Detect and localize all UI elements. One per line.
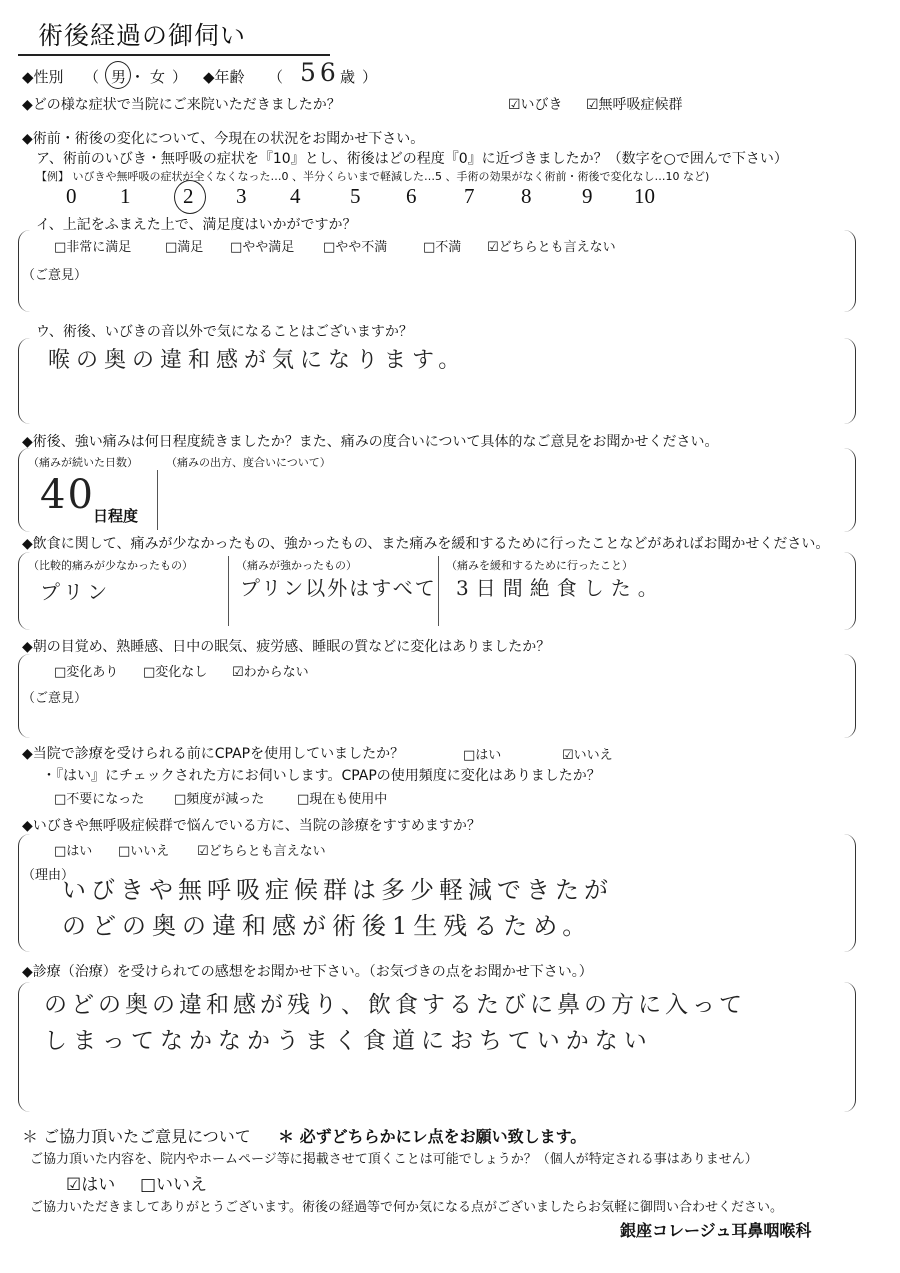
scale-8[interactable]: 8	[521, 184, 532, 208]
q3-opt-very-satisfied[interactable]: □非常に満足	[54, 240, 132, 255]
gender-label: ◆性別	[22, 68, 64, 86]
q8-sub-not-needed[interactable]: □不要になった	[54, 792, 145, 807]
scale-1[interactable]: 1	[120, 184, 131, 208]
q8-sub-still-using[interactable]: □現在も使用中	[297, 792, 388, 807]
q6-col1-answer: プリン	[40, 580, 112, 604]
q9-opt-no[interactable]: □いいえ	[118, 844, 170, 859]
scale-10[interactable]: 10	[634, 184, 655, 208]
q3-opt-somewhat-dissatisfied[interactable]: □やや不満	[323, 240, 388, 255]
scale-2-circle	[174, 180, 206, 214]
q8-text: ◆当院で診療を受けられる前にCPAPを使用していましたか？	[22, 746, 405, 762]
q7-opt-no-change[interactable]: □変化なし	[143, 665, 208, 680]
scale-2[interactable]: 2	[183, 184, 194, 208]
q10-line2: しまってなかなかうまく食道におちていかない	[44, 1028, 653, 1054]
q5-days-label: （痛みが続いた日数）	[28, 456, 138, 469]
age-paren-open: （	[268, 68, 284, 86]
q9-reason-line1: いびきや無呼吸症候群は多少軽減できたが	[62, 876, 613, 904]
q5-days-value: 40	[40, 472, 95, 518]
q6-col3-label: （痛みを緩和するために行ったこと）	[446, 559, 633, 572]
q9-text: ◆いびきや無呼吸症候群で悩んでいる方に、当院の診療をすすめますか？	[22, 818, 481, 834]
q7-opt-changed[interactable]: □変化あり	[54, 665, 119, 680]
footer-star-right: ＊ 必ずどちらかにレ点をお願い致します。	[278, 1127, 587, 1146]
q6-divider-2	[438, 556, 439, 626]
scale-5[interactable]: 5	[350, 184, 361, 208]
gender-dot: ・	[130, 68, 146, 86]
q8-sub-text: ・『はい』にチェックされた方にお伺いします。CPAPの使用頻度に変化はありましたか？	[42, 768, 601, 784]
q3-opt-satisfied[interactable]: □満足	[165, 240, 204, 255]
q8-sub-reduced[interactable]: □頻度が減った	[174, 792, 265, 807]
q10-line1: のどの奥の違和感が残り、飲食するたびに鼻の方に入って	[44, 992, 746, 1018]
footer-consent-no[interactable]: □いいえ	[140, 1175, 208, 1195]
gender-female[interactable]: 女	[150, 68, 166, 86]
q6-col1-label: （比較的痛みが少なかったもの）	[28, 559, 193, 572]
q2-a-text: ア、術前のいびき・無呼吸の症状を『10』とし、術後はどの程度『0』に近づきましたか？（数字を○で囲んで下さい）	[36, 151, 788, 167]
gender-male-circle	[105, 61, 131, 89]
q5-text: ◆術後、強い痛みは何日程度続きましたか？また、痛みの度合いについて具体的なご意見をお聞かせください。	[22, 434, 719, 450]
q6-col2-answer: プリン以外はすべて	[240, 576, 437, 600]
q4-text: ウ、術後、いびきの音以外で気になることはございますか？	[36, 324, 413, 340]
scale-0[interactable]: 0	[66, 184, 77, 208]
age-label: ◆年齢	[203, 68, 245, 86]
q6-col2-label: （痛みが強かったもの）	[236, 559, 357, 572]
q10-text: ◆診療（治療）を受けられての感想をお聞かせ下さい。（お気づきの点をお聞かせ下さい。）	[22, 964, 593, 980]
q9-opt-yes[interactable]: □はい	[54, 844, 93, 859]
scale-4[interactable]: 4	[290, 184, 301, 208]
scale-3[interactable]: 3	[236, 184, 247, 208]
q3-text: イ、上記をふまえた上で、満足度はいかがですか？	[36, 217, 357, 233]
scale-9[interactable]: 9	[582, 184, 593, 208]
q5-box	[18, 448, 856, 532]
q5-divider	[157, 470, 158, 530]
footer-consent-question: ご協力頂いた内容を、院内やホームページ等に掲載させて頂くことは可能でしょうか？（個人が特定される事はありません）	[30, 1152, 758, 1167]
footer-star-left: ＊ ご協力頂いたご意見について	[22, 1127, 251, 1146]
scale-7[interactable]: 7	[464, 184, 475, 208]
q6-col3-answer: 3日間絶食した。	[456, 576, 665, 600]
footer-thanks: ご協力いただきましてありがとうございます。術後の経過等で何か気になる点がございましたらお気軽に御問い合わせください。	[30, 1200, 783, 1215]
q7-opt-unknown[interactable]: ☑わからない	[232, 665, 309, 680]
q1-apnea-check[interactable]: ☑無呼吸症候群	[586, 97, 683, 113]
age-paren-close: ）	[362, 68, 378, 86]
gender-open: （	[84, 68, 100, 86]
q3-opinion-label: （ご意見）	[22, 268, 88, 283]
q2-text: ◆術前・術後の変化について、今現在の状況をお聞かせ下さい。	[22, 131, 425, 147]
q3-opt-somewhat-satisfied[interactable]: □やや満足	[230, 240, 295, 255]
page-title: 術後経過の御伺い	[38, 21, 247, 50]
q1-text: ◆どの様な症状で当院にご来院いただきましたか？	[22, 97, 341, 113]
footer-consent-yes[interactable]: ☑はい	[66, 1175, 116, 1195]
q4-answer: 喉の奥の違和感が気になります。	[48, 348, 467, 373]
q6-divider-1	[228, 556, 229, 626]
title-underline	[18, 54, 330, 56]
q9-reason-line2: のどの奥の違和感が術後1生残るため。	[62, 912, 593, 940]
q6-text: ◆飲食に関して、痛みが少なかったもの、強かったもの、また痛みを緩和するために行ったことなどがあればお聞かせください。	[22, 536, 830, 552]
age-value[interactable]: 56	[300, 58, 340, 87]
q2-example: 【例】 いびきや無呼吸の症状が全くなくなった…0 、半分くらいまで軽減した…5 、手術の効果がなく術前・術後で変化なし…10 など)	[36, 170, 710, 183]
q3-opt-dissatisfied[interactable]: □不満	[423, 240, 462, 255]
q8-no[interactable]: ☑いいえ	[562, 748, 613, 763]
q5-days-unit: 日程度	[93, 507, 139, 525]
q7-text: ◆朝の目覚め、熟睡感、日中の眠気、疲労感、睡眠の質などに変化はありましたか？	[22, 639, 551, 655]
q9-opt-neutral[interactable]: ☑どちらとも言えない	[197, 844, 326, 859]
scale-6[interactable]: 6	[406, 184, 417, 208]
gender-male[interactable]: 男	[111, 68, 127, 86]
age-unit: 歳	[340, 68, 356, 86]
q3-opt-neutral[interactable]: ☑どちらとも言えない	[487, 240, 616, 255]
q9-reason-label: （理由）	[22, 868, 75, 883]
q7-opinion-label: （ご意見）	[22, 691, 88, 706]
gender-close: ）	[172, 68, 188, 86]
footer-clinic-name: 銀座コレージュ耳鼻咽喉科	[620, 1221, 812, 1240]
q8-yes[interactable]: □はい	[463, 748, 502, 763]
q5-degree-label: （痛みの出方、度合いについて）	[166, 456, 331, 469]
q1-snoring-check[interactable]: ☑いびき	[508, 97, 563, 113]
